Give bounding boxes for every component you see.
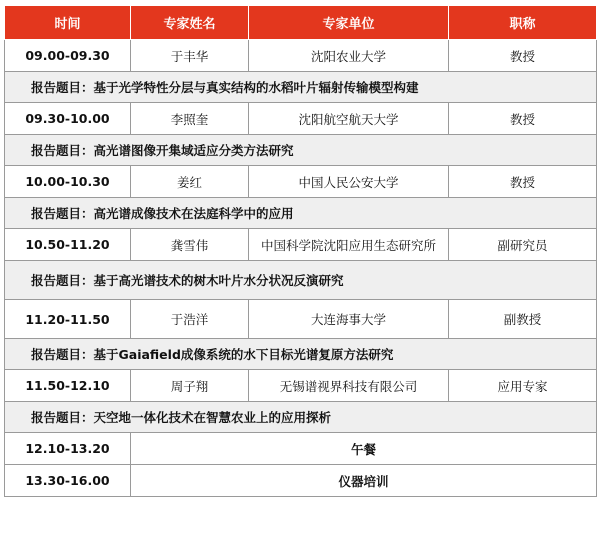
session-row [5, 370, 597, 402]
expert-org: 无锡谱视界科技有限公司 [249, 370, 449, 402]
header-expert-name: 专家姓名 [131, 6, 249, 40]
session-time: 10.00-10.30 [5, 166, 131, 198]
session-time: 09.00-09.30 [5, 40, 131, 72]
topic-row [5, 402, 597, 433]
expert-org: 中国科学院沈阳应用生态研究所 [249, 229, 449, 261]
expert-name: 姜红 [131, 166, 249, 198]
header-time: 时间 [5, 6, 131, 40]
session-time: 10.50-11.20 [5, 229, 131, 261]
report-topic: 报告题目：基于Gaiafield成像系统的水下目标光谱复原方法研究 [5, 339, 597, 370]
expert-name: 李照奎 [131, 103, 249, 135]
session-row [5, 103, 597, 135]
lunch-label: 午餐 [131, 433, 597, 465]
report-topic: 报告题目：天空地一体化技术在智慧农业上的应用探析 [5, 402, 597, 433]
expert-title: 教授 [449, 166, 597, 198]
report-topic: 报告题目：基于光学特性分层与真实结构的水稻叶片辐射传输模型构建 [5, 72, 597, 103]
session-row [5, 229, 597, 261]
topic-row [5, 261, 597, 300]
topic-row [5, 198, 597, 229]
report-topic: 报告题目：高光谱图像开集域适应分类方法研究 [5, 135, 597, 166]
header-expert-title: 职称 [449, 6, 597, 40]
expert-org: 沈阳农业大学 [249, 40, 449, 72]
expert-name: 龚雪伟 [131, 229, 249, 261]
expert-title: 副教授 [449, 300, 597, 339]
report-topic: 报告题目：高光谱成像技术在法庭科学中的应用 [5, 198, 597, 229]
session-row [5, 166, 597, 198]
expert-title: 教授 [449, 103, 597, 135]
expert-name: 于浩洋 [131, 300, 249, 339]
topic-row [5, 135, 597, 166]
session-time: 12.10-13.20 [5, 433, 131, 465]
schedule-table [4, 5, 597, 497]
session-time: 11.50-12.10 [5, 370, 131, 402]
training-label: 仪器培训 [131, 465, 597, 497]
topic-row [5, 339, 597, 370]
session-row [5, 40, 597, 72]
session-time: 11.20-11.50 [5, 300, 131, 339]
expert-org: 大连海事大学 [249, 300, 449, 339]
header-expert-org: 专家单位 [249, 6, 449, 40]
session-row [5, 300, 597, 339]
expert-title: 副研究员 [449, 229, 597, 261]
expert-title: 教授 [449, 40, 597, 72]
report-topic: 报告题目：基于高光谱技术的树木叶片水分状况反演研究 [5, 261, 597, 300]
expert-name: 周子翔 [131, 370, 249, 402]
closing-row-lunch [5, 433, 597, 465]
header-row [5, 6, 597, 40]
closing-row-training [5, 465, 597, 497]
expert-org: 中国人民公安大学 [249, 166, 449, 198]
topic-row [5, 72, 597, 103]
session-time: 09.30-10.00 [5, 103, 131, 135]
expert-title: 应用专家 [449, 370, 597, 402]
session-time: 13.30-16.00 [5, 465, 131, 497]
expert-name: 于丰华 [131, 40, 249, 72]
expert-org: 沈阳航空航天大学 [249, 103, 449, 135]
